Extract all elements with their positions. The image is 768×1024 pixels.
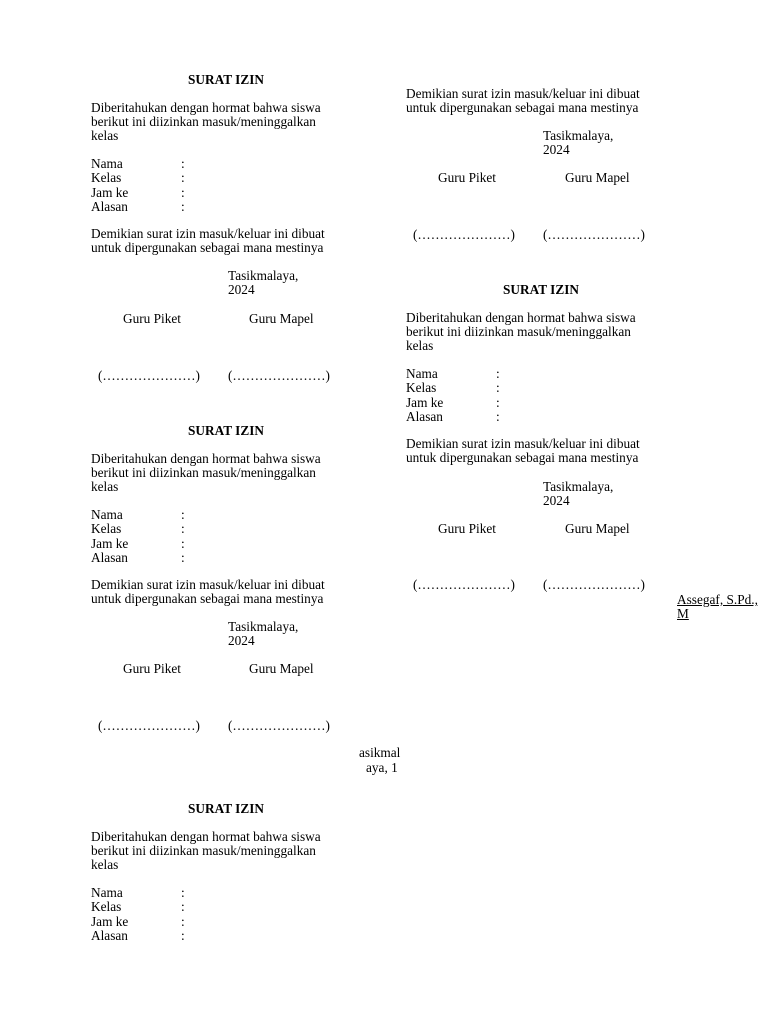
fragment-text: aya, 1 bbox=[366, 760, 398, 775]
signature-line-mapel: (…………………) bbox=[228, 368, 330, 383]
field-nama-row bbox=[91, 157, 251, 171]
closing-line-2: untuk dipergunakan sebagai mana mestinya bbox=[91, 591, 324, 606]
signature-piket-label: Guru Piket bbox=[438, 521, 496, 536]
field-label: Alasan bbox=[91, 549, 128, 565]
field-kelas-row bbox=[91, 522, 251, 536]
field-alasan-row bbox=[91, 929, 251, 943]
field-nama-row bbox=[406, 367, 566, 381]
field-label: Kelas bbox=[91, 899, 122, 915]
teacher-name-link[interactable] bbox=[677, 593, 758, 607]
field-colon: : bbox=[496, 408, 500, 424]
field-colon: : bbox=[496, 380, 500, 396]
field-label: Kelas bbox=[91, 521, 122, 537]
signature-line-piket: (…………………) bbox=[413, 577, 515, 592]
field-label: Jam ke bbox=[406, 394, 444, 410]
field-label: Kelas bbox=[91, 170, 122, 186]
signature-mapel-label: Guru Mapel bbox=[249, 311, 314, 326]
fields-block bbox=[91, 508, 251, 568]
form-title: SURAT IZIN bbox=[503, 282, 579, 297]
field-label: Nama bbox=[91, 885, 123, 900]
field-colon: : bbox=[181, 885, 185, 900]
signature-mapel-label: Guru Mapel bbox=[565, 170, 630, 185]
field-jam-row bbox=[91, 186, 251, 200]
place: Tasikmalaya, bbox=[543, 128, 614, 143]
signature-line-piket: (…………………) bbox=[98, 368, 200, 383]
field-nama-row bbox=[91, 886, 251, 900]
field-label: Jam ke bbox=[91, 184, 129, 200]
intro-line-2: berikut ini diizinkan masuk/meninggalkan bbox=[91, 114, 316, 129]
year: 2024 bbox=[543, 493, 570, 508]
form-title: SURAT IZIN bbox=[188, 801, 264, 816]
field-jam-row bbox=[91, 537, 251, 551]
signature-piket-label: Guru Piket bbox=[123, 661, 181, 676]
closing-line-1: Demikian surat izin masuk/keluar ini dibuat bbox=[406, 86, 640, 101]
place: Tasikmalaya, bbox=[228, 268, 299, 283]
intro-line-2: berikut ini diizinkan masuk/meninggalkan bbox=[91, 465, 316, 480]
intro-line-1: Diberitahukan dengan hormat bahwa siswa bbox=[91, 451, 321, 466]
field-colon: : bbox=[181, 913, 185, 929]
field-kelas-row bbox=[406, 381, 566, 395]
teacher-name-line-2[interactable]: M bbox=[677, 606, 689, 621]
field-colon: : bbox=[181, 184, 185, 200]
form-title: SURAT IZIN bbox=[188, 72, 264, 87]
intro-line-1: Diberitahukan dengan hormat bahwa siswa bbox=[91, 100, 321, 115]
closing-line-1: Demikian surat izin masuk/keluar ini dibuat bbox=[91, 577, 325, 592]
field-jam-row bbox=[406, 396, 566, 410]
intro-line-2: berikut ini diizinkan masuk/meninggalkan bbox=[406, 324, 631, 339]
field-colon: : bbox=[496, 394, 500, 410]
intro-line-3: kelas bbox=[406, 338, 434, 353]
field-label: Jam ke bbox=[91, 535, 129, 551]
intro-line-3: kelas bbox=[91, 479, 119, 494]
field-colon: : bbox=[181, 899, 185, 915]
field-colon: : bbox=[181, 521, 185, 537]
teacher-name-link-2[interactable] bbox=[677, 607, 689, 621]
signature-line-piket: (…………………) bbox=[98, 718, 200, 733]
field-label: Nama bbox=[91, 156, 123, 171]
field-kelas-row bbox=[91, 171, 251, 185]
field-alasan-row bbox=[91, 551, 251, 565]
signature-mapel-label: Guru Mapel bbox=[249, 661, 314, 676]
signature-line-mapel: (…………………) bbox=[543, 227, 645, 242]
intro-line-3: kelas bbox=[91, 128, 119, 143]
intro-line-1: Diberitahukan dengan hormat bahwa siswa bbox=[91, 829, 321, 844]
closing-line-2: untuk dipergunakan sebagai mana mestinya bbox=[406, 100, 639, 115]
signature-line-mapel: (…………………) bbox=[228, 718, 330, 733]
fields-block bbox=[91, 886, 251, 946]
form-title: SURAT IZIN bbox=[188, 423, 264, 438]
field-label: Nama bbox=[406, 366, 438, 381]
field-colon: : bbox=[181, 549, 185, 565]
field-colon: : bbox=[181, 927, 185, 943]
field-jam-row bbox=[91, 915, 251, 929]
signature-mapel-label: Guru Mapel bbox=[565, 521, 630, 536]
field-colon: : bbox=[181, 170, 185, 186]
field-label: Nama bbox=[91, 507, 123, 522]
field-label: Kelas bbox=[406, 380, 437, 396]
field-label: Jam ke bbox=[91, 913, 129, 929]
field-nama-row bbox=[91, 508, 251, 522]
fields-block bbox=[91, 157, 251, 217]
fragment-text: asikmal bbox=[359, 745, 401, 760]
field-label: Alasan bbox=[406, 408, 443, 424]
field-colon: : bbox=[181, 198, 185, 214]
signature-piket-label: Guru Piket bbox=[123, 311, 181, 326]
place: Tasikmalaya, bbox=[228, 619, 299, 634]
signature-line-piket: (…………………) bbox=[413, 227, 515, 242]
closing-line-1: Demikian surat izin masuk/keluar ini dibuat bbox=[91, 226, 325, 241]
field-alasan-row bbox=[406, 410, 566, 424]
field-colon: : bbox=[496, 366, 500, 381]
closing-line-2: untuk dipergunakan sebagai mana mestinya bbox=[406, 450, 639, 465]
intro-line-1: Diberitahukan dengan hormat bahwa siswa bbox=[406, 310, 636, 325]
place: Tasikmalaya, bbox=[543, 479, 614, 494]
signature-line-mapel: (…………………) bbox=[543, 577, 645, 592]
closing-line-1: Demikian surat izin masuk/keluar ini dibuat bbox=[406, 436, 640, 451]
fields-block bbox=[406, 367, 566, 427]
teacher-name-line-1[interactable]: Assegaf, S.Pd., bbox=[677, 592, 758, 607]
field-kelas-row bbox=[91, 900, 251, 914]
intro-line-3: kelas bbox=[91, 857, 119, 872]
intro-line-2: berikut ini diizinkan masuk/meninggalkan bbox=[91, 843, 316, 858]
field-colon: : bbox=[181, 507, 185, 522]
year: 2024 bbox=[228, 633, 255, 648]
year: 2024 bbox=[543, 142, 570, 157]
field-alasan-row bbox=[91, 200, 251, 214]
field-label: Alasan bbox=[91, 927, 128, 943]
field-label: Alasan bbox=[91, 198, 128, 214]
signature-piket-label: Guru Piket bbox=[438, 170, 496, 185]
closing-line-2: untuk dipergunakan sebagai mana mestinya bbox=[91, 240, 324, 255]
field-colon: : bbox=[181, 535, 185, 551]
year: 2024 bbox=[228, 282, 255, 297]
field-colon: : bbox=[181, 156, 185, 171]
